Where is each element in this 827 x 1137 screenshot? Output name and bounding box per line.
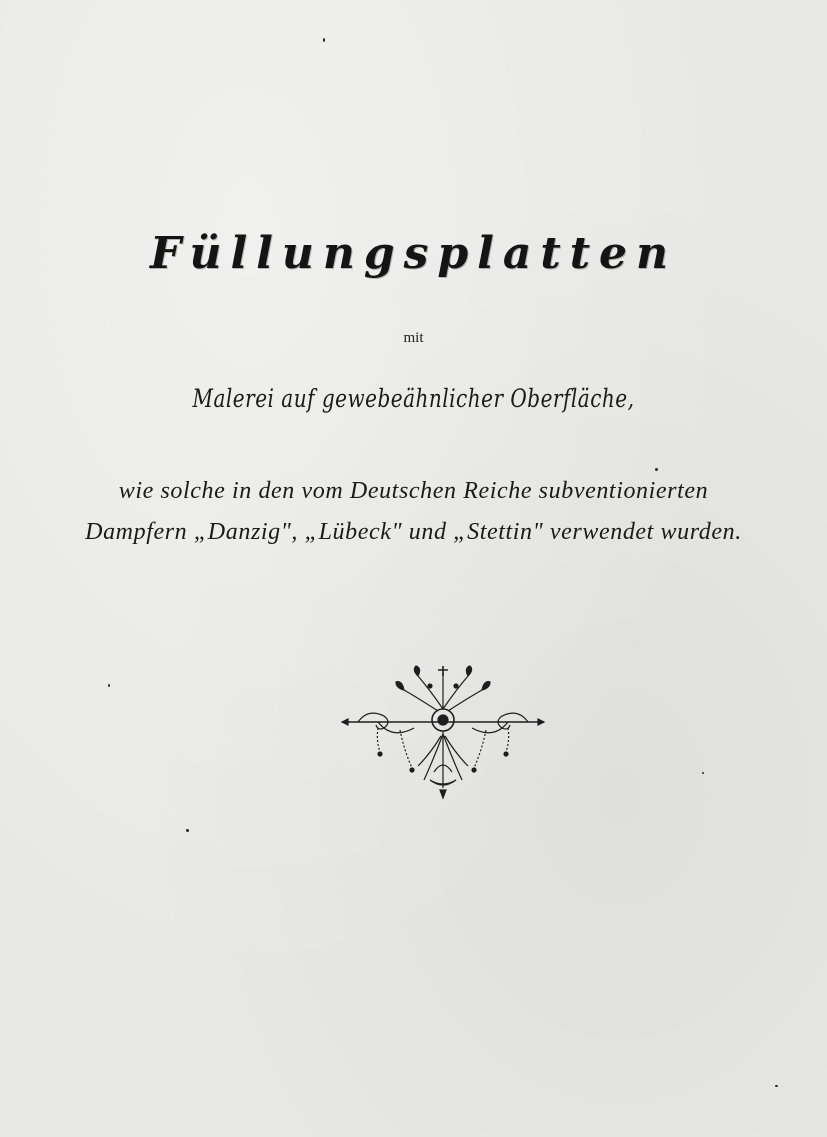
scan-speck <box>186 829 189 832</box>
page-title: Füllungsplatten <box>149 228 678 279</box>
scan-speck <box>108 684 110 687</box>
subtitle: Malerei auf gewebeähnlicher Oberfläche, <box>192 383 635 413</box>
scan-speck <box>702 772 704 774</box>
scan-speck <box>323 38 325 42</box>
scan-speck <box>655 468 658 471</box>
scan-speck <box>775 1085 778 1087</box>
floral-ornament-icon <box>338 662 548 802</box>
description-line-2: Dampfern „Danzig", „Lübeck" und „Stettin" verwendet wurden. <box>85 519 742 545</box>
connector-word: mit <box>403 330 424 346</box>
description-line-1: wie solche in den vom Deutschen Reiche subventionierten <box>118 478 709 504</box>
